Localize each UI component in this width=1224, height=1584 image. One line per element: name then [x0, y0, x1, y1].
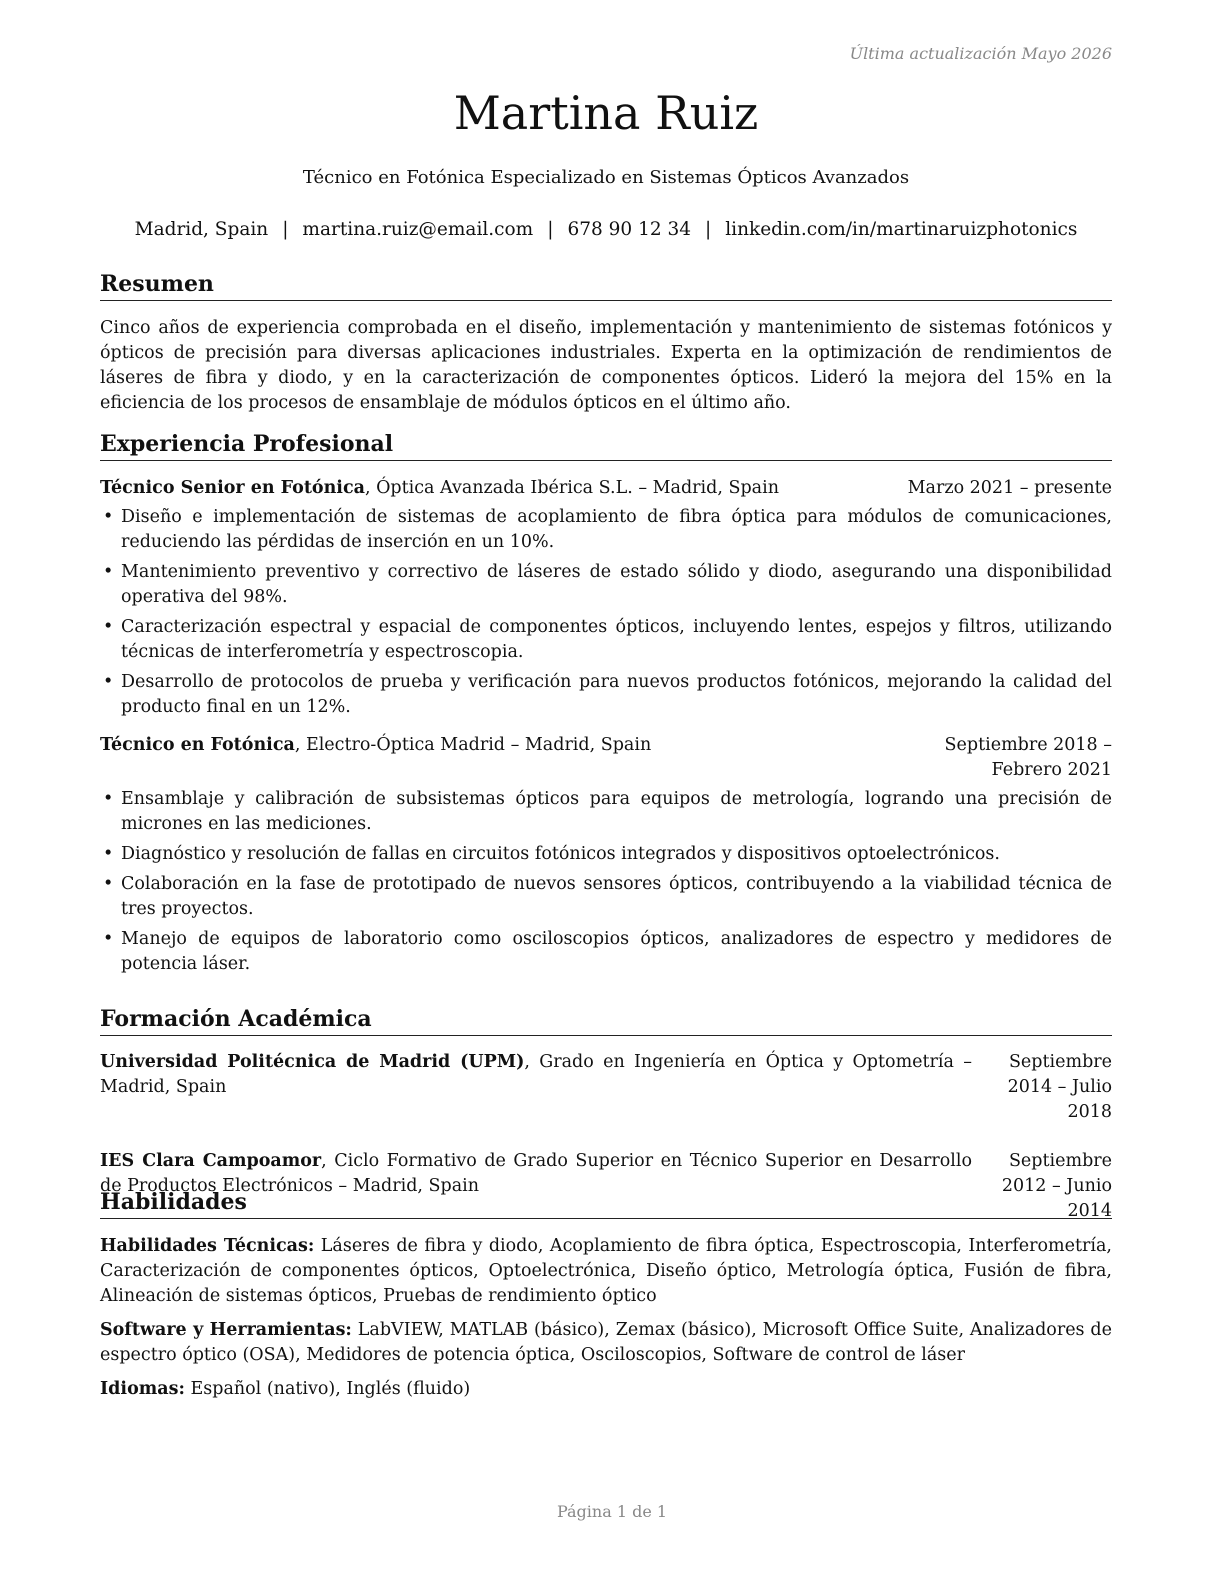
skills-section — [100, 1188, 1112, 1411]
last-updated: Última actualización Mayo 2026 — [849, 44, 1112, 63]
summary-section — [100, 270, 1112, 416]
list-item: • Colaboración en la fase de prototipado de nuevos sensores ópticos, contribuyendo a la viabilidad técnica de tres proyectos. — [103, 874, 1112, 919]
resume-page — [100, 0, 1112, 1584]
job-bullets — [100, 505, 1112, 720]
page-footer: Página 1 de 1 — [556, 1502, 668, 1521]
list-item: • Diagnóstico y resolución de fallas en circuitos fotónicos integrados y dispositivos optoelectrónicos. — [100, 842, 1112, 867]
job-role: Técnico Senior en Fotónica — [100, 478, 365, 498]
bullet-icon: • — [103, 929, 114, 949]
bullet-icon: • — [103, 617, 114, 637]
skill-label: Idiomas: — [100, 1379, 185, 1399]
bullet-icon: • — [103, 507, 114, 527]
bullet-icon: • — [103, 562, 114, 582]
education-dates: Septiembre 2012 – Junio 2014 — [1001, 1151, 1112, 1221]
job-dates: Marzo 2021 – presente — [907, 478, 1112, 498]
skill-text: LabVIEW, MATLAB (básico), Zemax (básico), Microsoft Office Suite, Analizadores de espectro óptico (OSA), Medidores de potencia óptica, Osciloscopios, Software de control de láser — [100, 1320, 1112, 1365]
bullet-icon: • — [103, 844, 114, 864]
contact-separator: | — [282, 219, 289, 240]
job-company: , Óptica Avanzada Ibérica S.L. – Madrid, Spain — [364, 478, 779, 498]
contact-separator: | — [705, 219, 712, 240]
contact-linkedin[interactable]: linkedin.com/in/martinaruizphotonics — [725, 219, 1078, 240]
job-dates: Septiembre 2018 – Febrero 2021 — [944, 735, 1112, 780]
job-bullets — [100, 787, 1112, 977]
contact-separator: | — [547, 219, 554, 240]
skill-label: Habilidades Técnicas: — [100, 1236, 315, 1256]
bullet-icon: • — [103, 672, 114, 692]
section-title-experience: Experiencia Profesional — [100, 430, 1112, 461]
section-title-summary: Resumen — [100, 270, 1112, 301]
job-header — [100, 733, 1112, 783]
skill-group — [100, 1234, 1112, 1309]
education-entry — [100, 1050, 1112, 1125]
education-detail: , Ciclo Formativo de Grado Superior en Técnico Superior en Desarrollo de Productos Electrónicos – Madrid, Spain — [100, 1151, 973, 1196]
job-entry — [100, 733, 1112, 977]
bullet-icon: • — [103, 789, 114, 809]
education-detail: , Grado en Ingeniería en Óptica y Optometría – Madrid, Spain — [100, 1052, 972, 1097]
contact-line — [100, 219, 1112, 240]
list-item: • Manejo de equipos de laboratorio como osciloscopios ópticos, analizadores de espectro y medidores de potencia láser. — [103, 929, 1112, 974]
job-role: Técnico en Fotónica — [100, 735, 295, 755]
experience-section — [100, 430, 1112, 982]
job-company: , Electro-Óptica Madrid – Madrid, Spain — [294, 735, 652, 755]
candidate-name: Martina Ruiz — [453, 86, 759, 140]
list-item: • Ensamblaje y calibración de subsistemas ópticos para equipos de metrología, logrando una precisión de micrones en las mediciones. — [103, 789, 1112, 834]
contact-phone: 678 90 12 34 — [567, 219, 692, 240]
section-title-skills: Habilidades — [100, 1188, 1112, 1219]
skill-label: Software y Herramientas: — [100, 1320, 352, 1340]
job-entry — [100, 476, 1112, 720]
contact-location: Madrid, Spain — [134, 219, 269, 240]
education-dates: Septiembre 2014 – Julio 2018 — [1007, 1052, 1112, 1122]
list-item: • Diseño e implementación de sistemas de acoplamiento de fibra óptica para módulos de comunicaciones, reduciendo las pérdidas de inserción en un 10%. — [103, 507, 1112, 552]
summary-text: Cinco años de experiencia comprobada en el diseño, implementación y mantenimiento de sistemas fotónicos y ópticos de precisión para diversas aplicaciones industriales. Experta en la optimización de rendimientos de láseres de fibra y diodo, y en la caracterización de componentes ópticos. Lideró la mejora del 15% en la eficiencia de los procesos de ensamblaje de módulos ópticos en el último año. — [100, 318, 1112, 413]
education-institution: Universidad Politécnica de Madrid (UPM) — [100, 1052, 525, 1072]
skill-group — [100, 1318, 1112, 1368]
headline: Técnico en Fotónica Especializado en Sistemas Ópticos Avanzados — [302, 167, 910, 188]
job-header — [100, 476, 1112, 501]
list-item: • Mantenimiento preventivo y correctivo de láseres de estado sólido y diodo, asegurando una disponibilidad operativa del 98%. — [103, 562, 1112, 607]
section-title-education: Formación Académica — [100, 1005, 1112, 1036]
contact-email[interactable]: martina.ruiz@email.com — [302, 219, 534, 240]
list-item: • Caracterización espectral y espacial de componentes ópticos, incluyendo lentes, espejos y filtros, utilizando técnicas de interferometría y espectroscopia. — [103, 617, 1112, 662]
list-item: • Desarrollo de protocolos de prueba y verificación para nuevos productos fotónicos, mejorando la calidad del producto final en un 12%. — [103, 672, 1112, 717]
bullet-icon: • — [103, 874, 114, 894]
education-institution: IES Clara Campoamor — [100, 1151, 322, 1171]
skill-text: Láseres de fibra y diodo, Acoplamiento de fibra óptica, Espectroscopia, Interferometría, Caracterización de componentes ópticos, Optoelectrónica, Diseño óptico, Metrología óptica, Fusión de fibra, Alineación de sistemas ópticos, Pruebas de rendimiento óptico — [100, 1236, 1112, 1306]
skill-text: Español (nativo), Inglés (fluido) — [184, 1379, 471, 1399]
skill-group — [100, 1377, 1112, 1402]
